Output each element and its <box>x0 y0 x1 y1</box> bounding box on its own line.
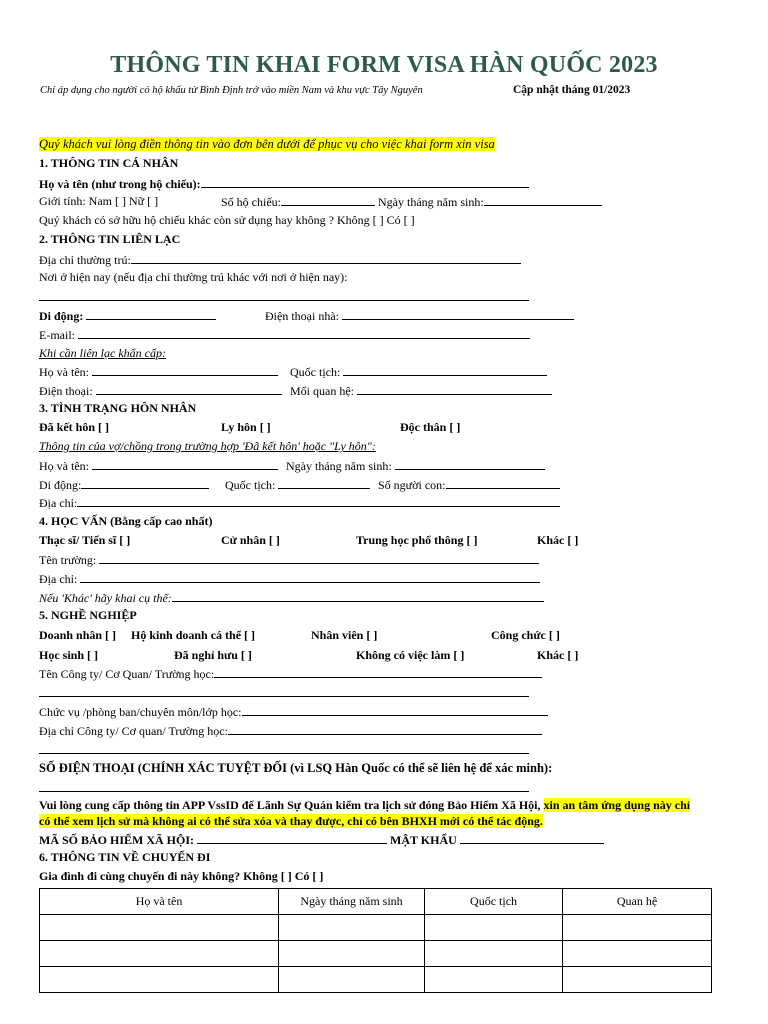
spouse-mobile-field[interactable] <box>81 477 209 489</box>
emergency-nation-row <box>290 364 547 380</box>
travel-companions-table <box>39 888 712 993</box>
vssid-note-line2 <box>39 814 543 828</box>
passport-row <box>221 194 602 210</box>
spouse-dob-row <box>286 458 545 474</box>
spouse-name-row <box>39 458 278 473</box>
table-cell[interactable] <box>563 915 712 941</box>
col-nationality: Quốc tịch <box>425 889 563 915</box>
table-cell[interactable] <box>40 967 279 993</box>
student-option[interactable]: Học sinh [ ] <box>39 648 99 662</box>
social-insurance-row <box>39 832 604 847</box>
form-title: THÔNG TIN KHAI FORM VISA HÀN QUỐC 2023 <box>110 52 658 78</box>
position-row <box>39 704 548 719</box>
home-phone-row <box>265 308 574 324</box>
vssid-note-line1 <box>39 798 690 812</box>
section-6-heading: 6. THÔNG TIN VỀ CHUYẾN ĐI <box>39 850 211 864</box>
section-1-heading: 1. THÔNG TIN CÁ NHÂN <box>39 156 179 170</box>
mobile-row <box>39 308 216 323</box>
married-option[interactable]: Đã kết hôn [ ] <box>39 420 110 434</box>
retired-option[interactable]: Đã nghỉ hưu [ ] <box>174 648 252 662</box>
spouse-dob-label: Ngày tháng năm sinh: <box>286 459 392 473</box>
spouse-nation-row <box>225 477 370 493</box>
spouse-address-row <box>39 495 560 510</box>
table-cell[interactable] <box>279 941 425 967</box>
current-address-label: Nơi ở hiện nay (nếu địa chỉ thường trú khác với nơi ở hiện nay): <box>39 270 348 284</box>
emergency-relation-field[interactable] <box>357 383 552 395</box>
position-field[interactable] <box>242 704 548 716</box>
spouse-address-field[interactable] <box>77 495 560 507</box>
company-field[interactable] <box>214 666 542 678</box>
section-5-heading: 5. NGHỀ NGHIỆP <box>39 608 137 622</box>
business-option[interactable]: Doanh nhân [ ] <box>39 628 117 642</box>
master-option[interactable]: Thạc sĩ/ Tiến sĩ [ ] <box>39 533 131 547</box>
table-header-row <box>40 889 712 915</box>
company-address-field-continued[interactable] <box>39 753 529 754</box>
passport-field[interactable] <box>281 194 375 206</box>
household-business-option[interactable]: Hộ kinh doanh cá thể [ ] <box>131 628 256 642</box>
spouse-name-field[interactable] <box>92 458 278 470</box>
divorced-option[interactable]: Ly hôn [ ] <box>221 420 271 434</box>
col-relation: Quan hệ <box>563 889 712 915</box>
company-address-row <box>39 723 542 738</box>
children-row <box>378 477 560 493</box>
spouse-address-label: Địa chỉ: <box>39 496 78 510</box>
single-option[interactable]: Độc thân [ ] <box>400 420 461 434</box>
spouse-mobile-label: Di động: <box>39 478 82 492</box>
emergency-nation-label: Quốc tịch: <box>290 365 341 379</box>
intro-note: Quý khách vui lòng điền thông tin vào đơn bên dưới để phục vụ cho việc khai form xin visa <box>39 137 495 151</box>
email-row <box>39 327 530 342</box>
spouse-nation-label: Quốc tịch: <box>225 478 276 492</box>
current-address-field[interactable] <box>39 300 529 301</box>
education-other-row <box>39 590 544 605</box>
other-passport-row[interactable]: Quý khách có sở hữu hộ chiếu khác còn sử dụng hay không ? Không [ ] Có [ ] <box>39 213 415 227</box>
school-field[interactable] <box>99 552 539 564</box>
social-insurance-label: MÃ SỐ BẢO HIỂM XÃ HỘI: <box>39 833 195 847</box>
vssid-note-text: Vui lòng cung cấp thông tin APP VssID để Lãnh Sự Quán kiểm tra lịch sử đóng Bảo Hiểm Xã Hội, <box>39 798 541 812</box>
company-address-field[interactable] <box>228 723 542 735</box>
spouse-mobile-row <box>39 477 209 492</box>
education-other-field[interactable] <box>172 590 544 602</box>
gender-row <box>39 194 158 208</box>
col-fullname: Họ và tên <box>40 889 279 915</box>
home-phone-field[interactable] <box>342 308 574 320</box>
children-label: Số người con: <box>378 478 446 492</box>
password-label: MẬT KHẨU <box>390 833 457 847</box>
spouse-dob-field[interactable] <box>395 458 545 470</box>
school-address-field[interactable] <box>80 571 540 583</box>
dob-field[interactable] <box>484 194 602 206</box>
emergency-name-row <box>39 364 278 379</box>
section-2-heading: 2. THÔNG TIN LIÊN LẠC <box>39 232 181 246</box>
fullname-label: Họ và tên (như trong hộ chiếu): <box>39 177 201 191</box>
employee-option[interactable]: Nhân viên [ ] <box>311 628 378 642</box>
education-other-label: Nếu 'Khác' hãy khai cụ thể: <box>39 591 172 605</box>
emergency-phone-label: Điện thoại: <box>39 384 93 398</box>
section-4-heading: 4. HỌC VẤN (Bằng cấp cao nhất) <box>39 514 213 528</box>
company-label: Tên Công ty/ Cơ Quan/ Trường học: <box>39 667 215 681</box>
emergency-relation-row <box>290 383 552 399</box>
table-cell[interactable] <box>425 915 563 941</box>
col-dob: Ngày tháng năm sinh <box>279 889 425 915</box>
highschool-option[interactable]: Trung học phổ thông [ ] <box>356 533 478 547</box>
table-cell[interactable] <box>425 941 563 967</box>
unemployed-option[interactable]: Không có việc làm [ ] <box>356 648 465 662</box>
emergency-phone-field[interactable] <box>96 383 282 395</box>
table-row <box>40 915 712 941</box>
emergency-name-field[interactable] <box>92 364 278 376</box>
emergency-nation-field[interactable] <box>343 364 547 376</box>
table-cell[interactable] <box>279 915 425 941</box>
dob-label: Ngày tháng năm sinh: <box>378 195 484 209</box>
phone-field[interactable] <box>39 791 529 792</box>
spouse-nation-field[interactable] <box>278 477 370 489</box>
phone-heading: SỐ ĐIỆN THOẠI (CHÍNH XÁC TUYỆT ĐỐI (vì LSQ Hàn Quốc có thể sẽ liên hệ để xác minh): <box>39 761 553 775</box>
bachelor-option[interactable]: Cử nhân [ ] <box>221 533 280 547</box>
section-3-heading: 3. TÌNH TRẠNG HÔN NHÂN <box>39 401 197 415</box>
home-phone-label: Điện thoại nhà: <box>265 309 339 323</box>
children-field[interactable] <box>446 477 560 489</box>
fullname-row <box>39 176 529 191</box>
education-other-option[interactable]: Khác [ ] <box>537 533 579 547</box>
password-field[interactable] <box>460 832 604 844</box>
job-other-option[interactable]: Khác [ ] <box>537 648 579 662</box>
table-cell[interactable] <box>40 915 279 941</box>
school-row <box>39 552 539 567</box>
vssid-note-highlight: xin an tâm ứng dụng này chỉ <box>543 798 691 812</box>
mobile-label: Di động: <box>39 309 84 323</box>
spouse-note: Thông tin của vợ/chồng trong trường hợp 'Đã kết hôn' hoặc "Ly hôn": <box>39 439 376 453</box>
table-cell[interactable] <box>563 967 712 993</box>
table-cell[interactable] <box>563 941 712 967</box>
school-address-row <box>39 571 540 586</box>
vssid-note-highlight-2: có thể xem lịch sử mà không ai có thể sửa xóa và thay được, chỉ có bên BHXH mới có thể tác động. <box>39 814 543 828</box>
permanent-address-row <box>39 252 521 267</box>
company-row <box>39 666 542 681</box>
emergency-name-label: Họ và tên: <box>39 365 89 379</box>
company-address-label: Địa chỉ Công ty/ Cơ quan/ Trường học: <box>39 724 228 738</box>
mobile-field[interactable] <box>86 308 216 320</box>
company-field-continued[interactable] <box>39 696 529 697</box>
email-field[interactable] <box>78 327 530 339</box>
emergency-label: Khi cần liên lạc khẩn cấp: <box>39 346 166 360</box>
school-label: Tên trường: <box>39 553 97 567</box>
table-row <box>40 941 712 967</box>
fullname-field[interactable] <box>201 176 529 188</box>
permanent-address-label: Địa chỉ thường trú: <box>39 253 131 267</box>
table-cell[interactable] <box>40 941 279 967</box>
position-label: Chức vụ /phòng ban/chuyên môn/lớp học: <box>39 705 242 719</box>
civil-servant-option[interactable]: Công chức [ ] <box>491 628 560 642</box>
table-cell[interactable] <box>425 967 563 993</box>
table-cell[interactable] <box>279 967 425 993</box>
emergency-relation-label: Mối quan hệ: <box>290 384 354 398</box>
school-address-label: Địa chỉ: <box>39 572 78 586</box>
emergency-phone-row <box>39 383 282 398</box>
table-row <box>40 967 712 993</box>
family-travel-question[interactable]: Gia đình đi cùng chuyến đi này không? Không [ ] Có [ ] <box>39 869 324 883</box>
gender-label[interactable]: Giới tính: Nam [ ] Nữ [ ] <box>39 194 159 208</box>
form-subtitle: Chỉ áp dụng cho người có hộ khẩu từ Bình Định trở vào miền Nam và khu vực Tây Nguyên <box>40 85 423 96</box>
email-label: E-mail: <box>39 328 75 342</box>
social-insurance-field[interactable] <box>197 832 387 844</box>
permanent-address-field[interactable] <box>131 252 521 264</box>
spouse-name-label: Họ và tên: <box>39 459 89 473</box>
update-date: Cập nhật tháng 01/2023 <box>513 84 631 96</box>
passport-label: Số hộ chiếu: <box>221 195 281 209</box>
